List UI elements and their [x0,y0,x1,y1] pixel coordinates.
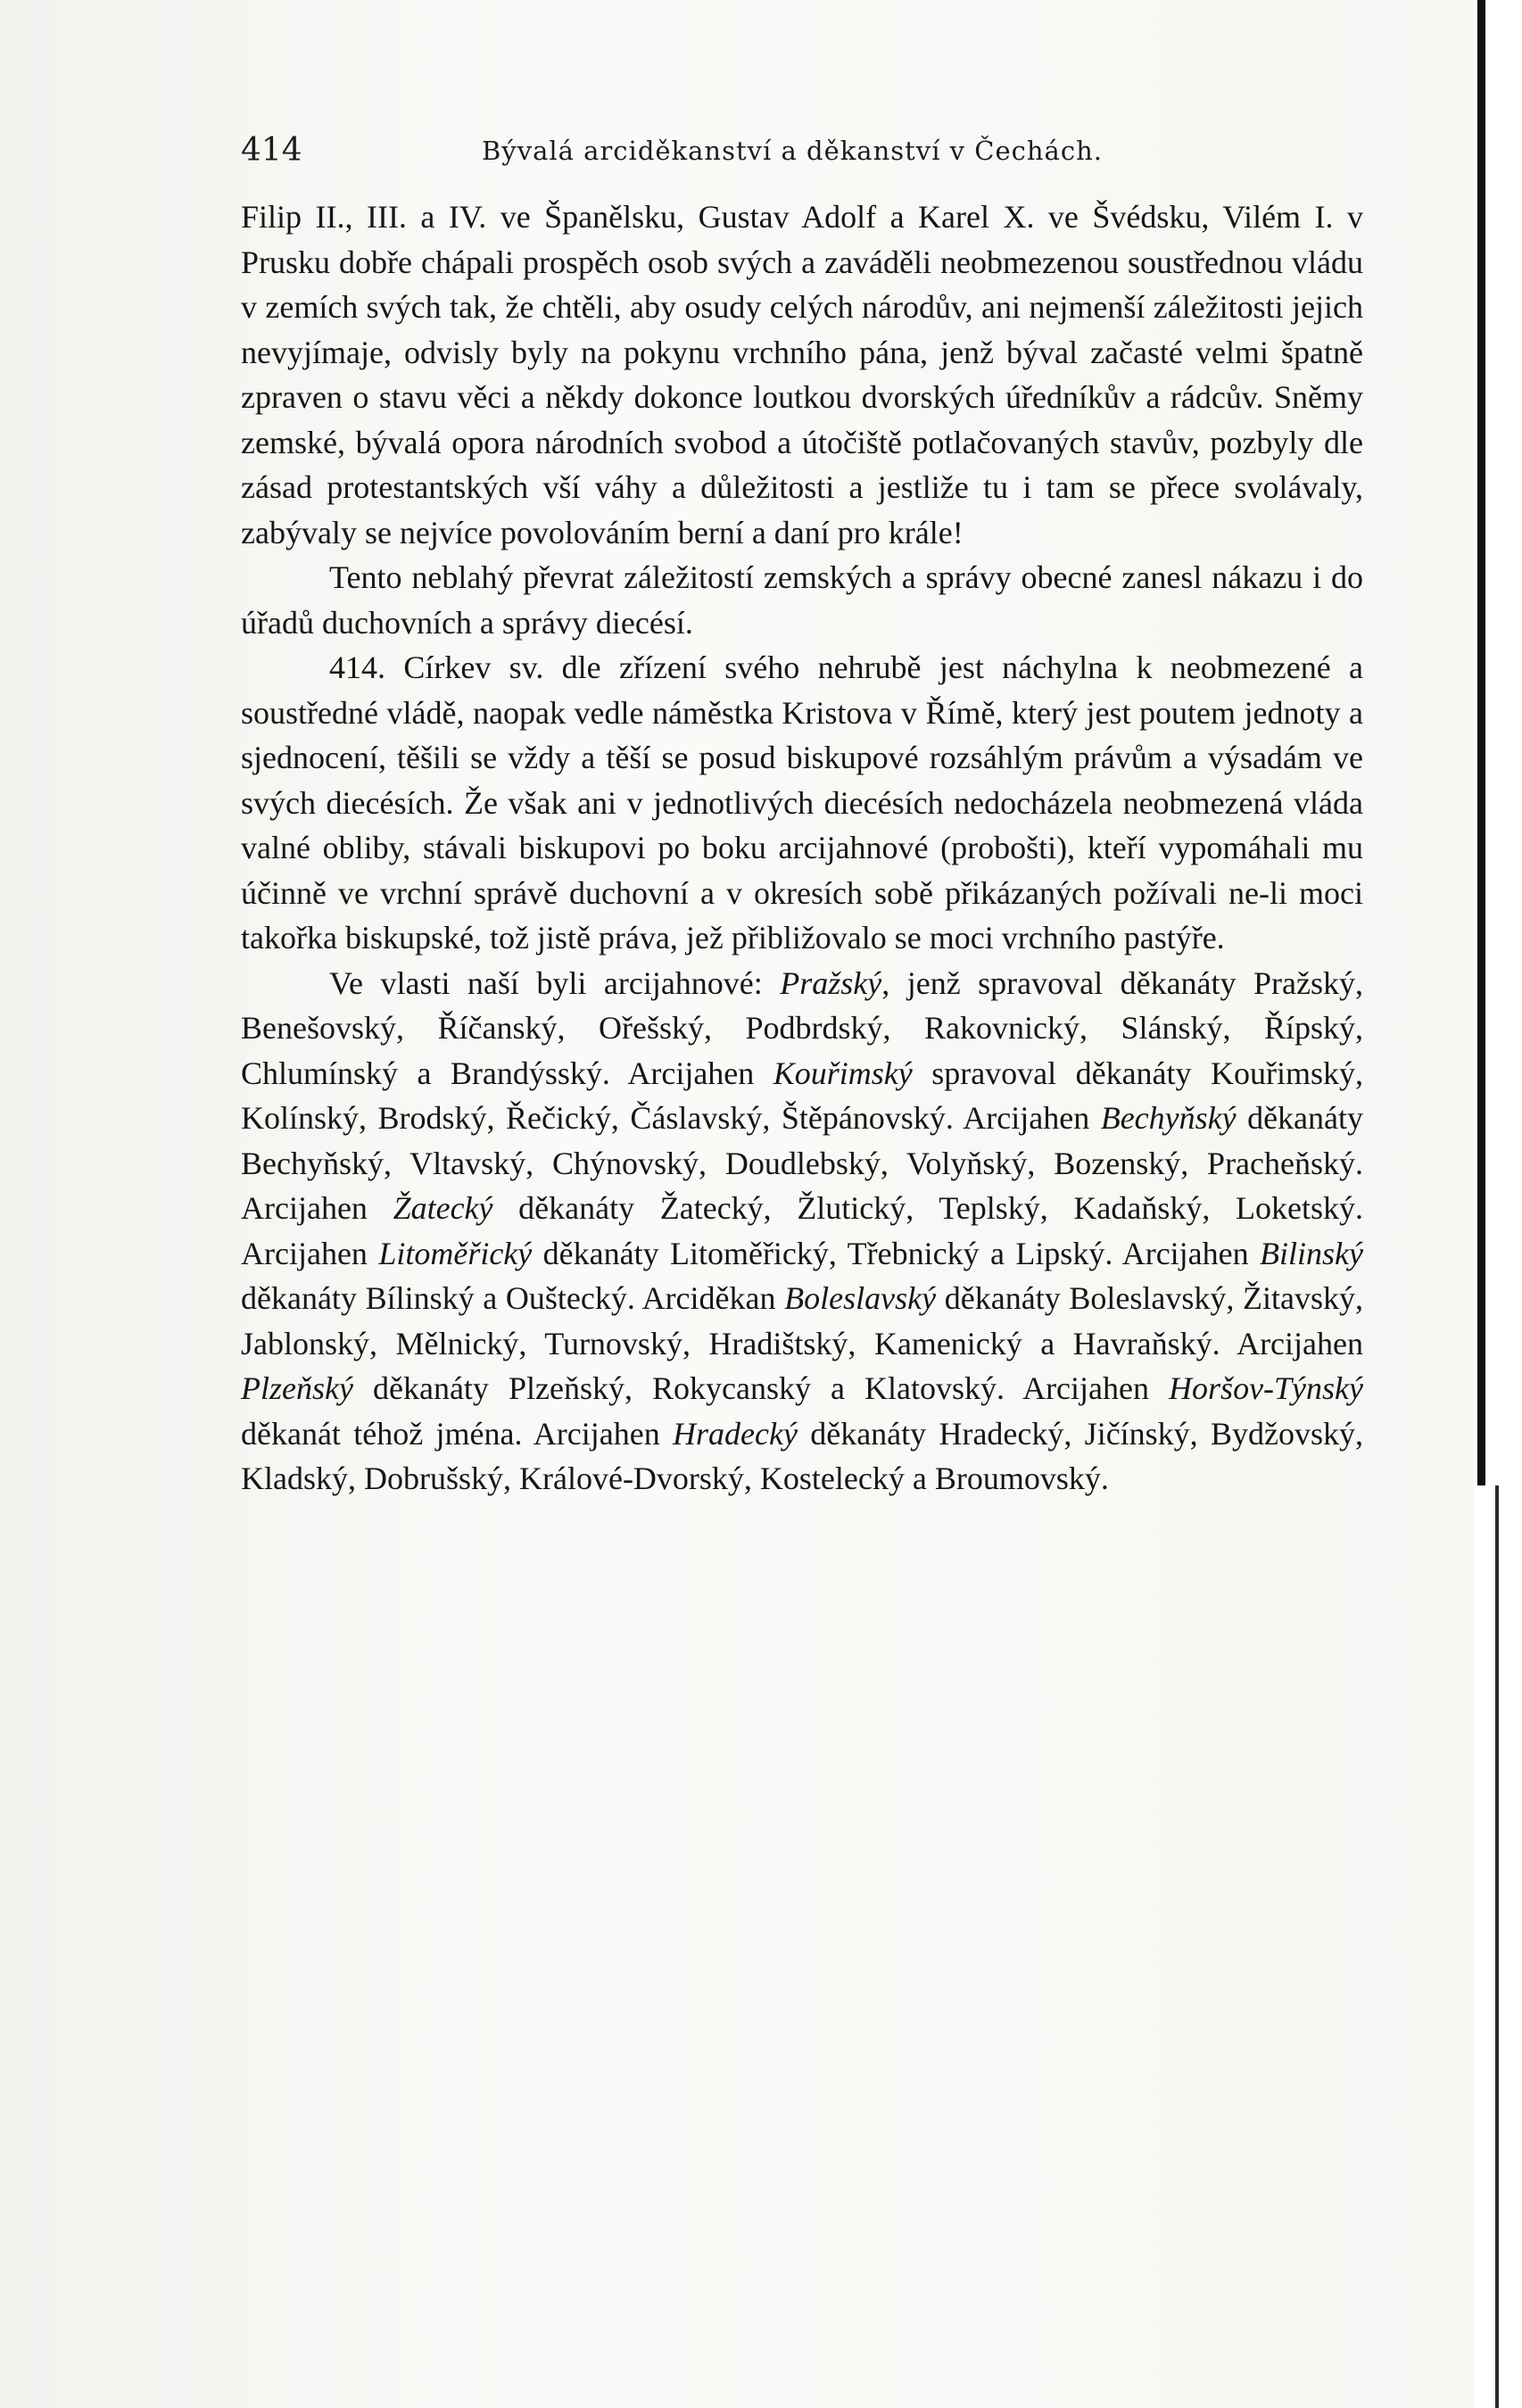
text-run: děkanát téhož jména. Arcijahen [241,1415,673,1452]
archdeaconry-name: Pražský [780,964,882,1001]
text-run: děkanáty Žatecký, Žlutický, Teplský, Kadaňský, Loketský. Arcijahen [241,1190,1363,1271]
scan-edge-line-top [1477,0,1485,1485]
running-head: Bývalá arciděkanství a děkanství v Čechách. [482,136,1103,166]
archdeaconry-name: Boleslavský [784,1280,937,1316]
paragraph-3: 414. Církev sv. dle zřízení svého nehrubě jest náchylna k neobmezené a soustředné vládě, naopak vedle náměstka Kristova v Římě, který jest poutem jednoty a sjednocení, těšili se vždy a těší se posud biskupové rozsáhlým právům a výsadám ve svých diecésích. Že však ani v jednotlivých diecésích nedocházela neobmezená vláda valné obliby, stávali biskupovi po boku arcijahnové (probošti), kteří vypomáhali mu účinně ve vrchní správě duchovní a v okresích sobě přikázaných požívali ne-li moci takořka biskupské, tož jistě práva, jež přibližovalo se moci vrchního pastýře. [241,650,1363,956]
text-run: Ve vlasti naší byli arcijahnové: [329,964,781,1001]
page-header [241,125,1378,178]
page-number: 414 [241,132,302,169]
text-run: spravoval děkanáty Kouřimský, Kolínský, Brodský, Řečický, Čáslavský, Štěpánovský. Arcijahen [241,1055,1363,1136]
archdeaconry-name: Plzeňský [241,1370,353,1406]
archdeaconry-name: Horšov-Týnský [1169,1370,1363,1406]
archdeaconry-name: Kouřimský [773,1055,913,1091]
paragraph-1: Filip II., III. a IV. ve Španělsku, Gustav Adolf a Karel X. ve Švédsku, Vilém I. v Prusku dobře chápali prospěch osob svých a zaváděli neobmezenou soustřednou vládu v zemích svých tak, že chtěli, aby osudy celých národův, ani nejmenší záležitosti jejich nevyjímaje, odvisly byly na pokynu vrchního pána, jenž býval začasté velmi špatně zpraven o stavu věci a někdy dokonce loutkou dvorských úředníkův a rádcův. Sněmy zemské, bývalá opora národních svobod a útočiště potlačovaných stavův, pozbyly dle zásad protestantských vší váhy a důležitosti a jestliže tu i tam se přece svolávaly, zabývaly se nejvíce povolováním berní a daní pro krále! [241,199,1363,550]
text-run: děkanáty Bechyňský, Vltavský, Chýnovský, Doudlebský, Volyňský, Bozenský, Pracheňský. Arcijahen [241,1100,1364,1226]
archdeaconry-name: Bilinský [1260,1235,1363,1271]
body-text [241,194,1363,1502]
text-run: děkanáty Plzeňský, Rokycanský a Klatovský. Arcijahen [352,1370,1170,1406]
text-run: děkanáty Hradecký, Jičínský, Bydžovský, Kladský, Dobrušský, Králové-Dvorský, Kostelecký a Broumovský. [241,1415,1363,1496]
archdeaconry-name: Bechyňský [1100,1100,1237,1136]
text-run: děkanáty Litoměřický, Třebnický a Lipský. Arcijahen [532,1235,1261,1271]
text-run: děkanáty Bílinský a Ouštecký. Arciděkan [241,1280,785,1316]
scan-edge-line-bottom [1495,1485,1499,2408]
archdeaconry-name: Hradecký [673,1415,798,1452]
text-run: , jenž spravoval děkanáty Pražský, Benešovský, Říčanský, Ořešský, Podbrdský, Rakovnický, Slánský, Řípský, Chlumínský a Brandýsský. Arcijahen [241,964,1363,1091]
text-run: děkanáty Boleslavský, Žitavský, Jablonský, Mělnický, Turnovský, Hradištský, Kamenický a Havraňský. Arcijahen [241,1280,1363,1361]
archdeaconry-name: Litoměřický [378,1235,533,1271]
paragraph-4 [241,961,1363,1502]
paragraph-2: Tento neblahý převrat záležitostí zemských a správy obecné zanesl nákazu i do úřadů duchovních a správy diecésí. [241,559,1363,641]
archdeaconry-name: Žatecký [393,1190,493,1226]
